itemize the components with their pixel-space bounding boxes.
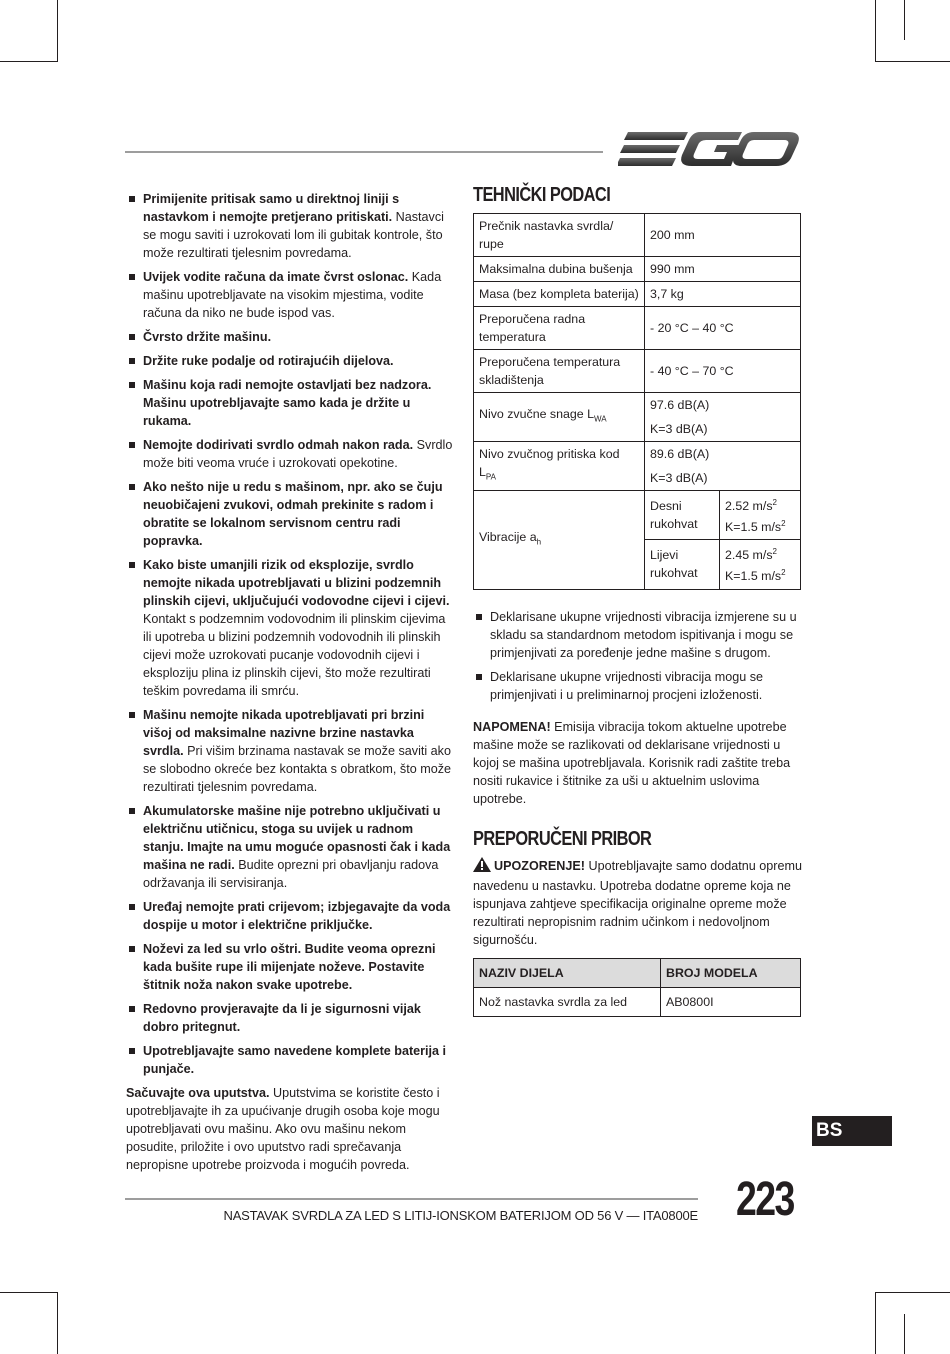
spec-value: K=3 dB(A)	[645, 417, 801, 442]
bullet-bold-text: Upotrebljavajte samo navedene komplete baterija i punjače.	[143, 1044, 447, 1076]
spec-value: 200 mm	[645, 214, 801, 257]
list-item: Deklarisane ukupne vrijednosti vibracija izmjerene su u skladu sa standardnom metodom ispitivanja i mogu se primjenjivati za poređenje jedne mašine s drugom.	[473, 608, 803, 662]
spec-label: Preporučena temperatura skladištenja	[474, 350, 645, 393]
acc-header-model: BROJ MODELA	[661, 958, 801, 987]
bullet-bold-text: Noževi za led su vrlo oštri. Budite veoma oprezni kada bušite rupe ili mijenjate noževe. Postavite štitnik noža nakon svake upotrebe.	[143, 942, 436, 992]
bullet-text: Kada mašinu upotrebljavate na visokim mjestima, vodite računa da niko ne bude ispod vas.	[143, 270, 442, 320]
warning-text: Upotrebljavajte samo dodatnu opremu navedenu u nastavku. Upotreba dodatne opreme koja ne ispunjava zahtjeve specifikacija originalne opreme može rezultirati nepropisnim radnim učinkom i nedovoljnom sigurnošću.	[473, 858, 802, 947]
save-instructions-paragraph	[126, 1084, 456, 1174]
crop-mark	[875, 1292, 950, 1293]
acc-header-name: NAZIV DIJELA	[474, 958, 661, 987]
spec-label: Vibracije $a_h$	[474, 491, 645, 590]
bullet-bold-text: Držite ruke podalje od rotirajućih dijelova.	[143, 354, 394, 368]
bullet-bold-text: Uređaj nemojte prati crijevom; izbjegavajte da voda dospije u motor i električne priključke.	[143, 900, 451, 932]
list-item	[126, 376, 456, 430]
specs-column	[473, 186, 803, 1017]
bullet-text: Budite oprezni pri obavljanju radova održavanja ili servisiranja.	[143, 858, 439, 890]
list-item	[126, 556, 456, 700]
bullet-bold-text: Ako nešto nije u redu s mašinom, npr. ako se čuju neuobičajeni zvukovi, odmah prekinite s radom i obratite se lokalnom servisnom centru radi popravka.	[143, 480, 443, 548]
page-number: 223	[736, 1173, 794, 1226]
bullet-bold-text: Primijenite pritisak samo u direktnoj liniji s nastavkom i nemojte pretjerano pritiskati.	[143, 192, 400, 224]
list-item	[126, 940, 456, 994]
crop-mark	[0, 61, 58, 62]
bullet-bold-text: Akumulatorske mašine nije potrebno uključivati u električnu utičnicu, stoga su uvijek u radnom stanju. Imajte na umu moguće opasnosti čak i kada mašina ne radi.	[143, 804, 451, 872]
vibration-handle-label: Desni rukohvat	[645, 491, 720, 540]
bullet-bold-text: Mašinu koja radi nemojte ostavljati bez nadzora. Mašinu upotrebljavajte samo kada je držite u rukama.	[143, 378, 432, 428]
crop-mark	[875, 61, 950, 62]
vibration-handle-label: Lijevi rukohvat	[645, 540, 720, 589]
crop-mark	[904, 0, 905, 40]
list-item	[126, 328, 456, 346]
bullet-bold-text: Kako biste umanjili rizik od eksplozije, svrdlo nemojte nikada upotrebljavati u blizini podzemnih plinskih cijevi, uključujući vodovodne cijevi i cijevi.	[143, 558, 450, 608]
crop-mark	[904, 1314, 905, 1354]
bullet-bold-text: Redovno provjeravajte da li je sigurnosni vijak dobro pritegnut.	[143, 1002, 421, 1034]
crop-mark	[57, 1292, 58, 1354]
bullet-text: Kontakt s podzemnim vodovodnim ili plinskim cijevima ili upotreba u blizini podzemnih vodovodnih ili plinskih cijevi može uzrokovati pucanje vodovodnih cijevi i eksploziju plina iz plinskih cijevi, što može rezultirati teškim povredama ili smrću.	[143, 612, 446, 698]
spec-label: Nivo zvučnog pritiska kod $L_{PA}$	[474, 442, 645, 491]
table-row	[474, 307, 801, 350]
warning-label: UPOZORENJE!	[494, 858, 585, 873]
list-item	[126, 1000, 456, 1036]
specs-title: TEHNIČKI PODACI	[473, 184, 611, 206]
spec-value: K=3 dB(A)	[645, 466, 801, 491]
note-paragraph	[473, 718, 803, 808]
list-item	[126, 268, 456, 322]
spec-row-vibration	[474, 491, 801, 540]
spec-value: 97.6 dB(A)	[645, 393, 801, 418]
spec-value: - 40 °C – 70 °C	[645, 350, 801, 393]
save-instructions-bold: Sačuvajte ova uputstva.	[126, 1086, 270, 1100]
bullet-text: Pri višim brzinama nastavak se može saviti ako se slobodno okreće bez kontakta s obratkom, što može rezultirati tjelesnim povredama.	[143, 744, 452, 794]
accessories-title: PREPORUČENI PRIBOR	[473, 827, 652, 850]
spec-row-sound-power	[474, 393, 801, 418]
ego-logo	[618, 130, 800, 170]
crop-mark	[57, 0, 58, 62]
bullet-bold-text: Nemojte dodirivati svrdlo odmah nakon rada.	[143, 438, 414, 452]
crop-mark	[0, 1292, 58, 1293]
list-item: Deklarisane ukupne vrijednosti vibracija mogu se primjenjivati i u preliminarnoj procjeni izloženosti.	[473, 668, 803, 704]
spec-value: 89.6 dB(A)	[645, 442, 801, 467]
list-item	[126, 898, 456, 934]
table-row	[474, 214, 801, 257]
header-rule	[125, 151, 603, 153]
specs-table	[473, 213, 801, 590]
spec-label: Prečnik nastavka svrdla/ rupe	[474, 214, 645, 257]
list-item	[126, 802, 456, 892]
bullet-text: Nastavci se mogu saviti i uzrokovati lom ili gubitak kontrole, što može rezultirati tjelesnim povredama.	[143, 210, 444, 260]
note-text: Emisija vibracija tokom aktuelne upotrebe mašine može se razlikovati od deklarisane vrijednosti u kojoj se mašina upotrebljavala. Korisnik radi zaštite treba nositi rukavice i štitnike za uši u aktuelnim uslovima upotrebe.	[473, 719, 791, 806]
table-row	[474, 987, 801, 1016]
accessories-table	[473, 958, 801, 1017]
bullet-text: Svrdlo može biti veoma vruće i uzrokovati opekotine.	[143, 438, 453, 470]
list-item	[126, 478, 456, 550]
vibration-notes-list	[473, 608, 803, 704]
table-row	[474, 350, 801, 393]
list-item	[126, 190, 456, 262]
list-item	[126, 1042, 456, 1078]
bullet-bold-text: Mašinu nemojte nikada upotrebljavati pri brzini višoj od maksimalne nazivne brzine nastavka svrdla.	[143, 708, 425, 758]
vibration-value: 2.52 $m/s^2$ K=1.5 $m/s^2$	[720, 491, 801, 540]
save-instructions-text: Uputstvima se koristite često i upotrebljavajte ih za upućivanje drugih osoba koje mogu upotrebljavati ovu mašinu. Ako ovu mašinu nekom posudite, priložite i ovo uputstvo radi sprečavanja nepropisne upotrebe proizvoda i mogućih povreda.	[126, 1086, 440, 1172]
footer-title: NASTAVAK SVRDLA ZA LED S LITIJ-IONSKOM BATERIJOM OD 56 V — ITA0800E	[223, 1208, 698, 1223]
table-row	[474, 282, 801, 307]
safety-instructions-column	[126, 190, 456, 1174]
list-item	[126, 706, 456, 796]
spec-value: 3,7 kg	[645, 282, 801, 307]
list-item	[126, 352, 456, 370]
list-item	[126, 436, 456, 472]
warning-icon	[473, 857, 491, 877]
bullet-bold-text: Čvrsto držite mašinu.	[143, 330, 272, 344]
crop-mark	[875, 1292, 876, 1354]
vibration-value: 2.45 $m/s^2$ K=1.5 $m/s^2$	[720, 540, 801, 589]
spec-row-sound-pressure	[474, 442, 801, 467]
crop-mark	[875, 0, 876, 62]
warning-paragraph	[473, 857, 803, 949]
spec-label: Preporučena radna temperatura	[474, 307, 645, 350]
spec-label: Nivo zvučne snage $L_{WA}$	[474, 393, 645, 442]
table-row	[474, 257, 801, 282]
footer-rule	[125, 1198, 698, 1200]
spec-value: - 20 °C – 40 °C	[645, 307, 801, 350]
acc-part-name: Nož nastavka svrdla za led	[474, 987, 661, 1016]
spec-value: 990 mm	[645, 257, 801, 282]
language-tab: BS	[812, 1116, 892, 1146]
spec-label: Maksimalna dubina bušenja	[474, 257, 645, 282]
spec-label: Masa (bez kompleta baterija)	[474, 282, 645, 307]
acc-model-number: AB0800I	[661, 987, 801, 1016]
safety-bullet-list	[126, 190, 456, 1078]
bullet-bold-text: Uvijek vodite računa da imate čvrst oslonac.	[143, 270, 409, 284]
note-label: NAPOMENA!	[473, 719, 551, 734]
